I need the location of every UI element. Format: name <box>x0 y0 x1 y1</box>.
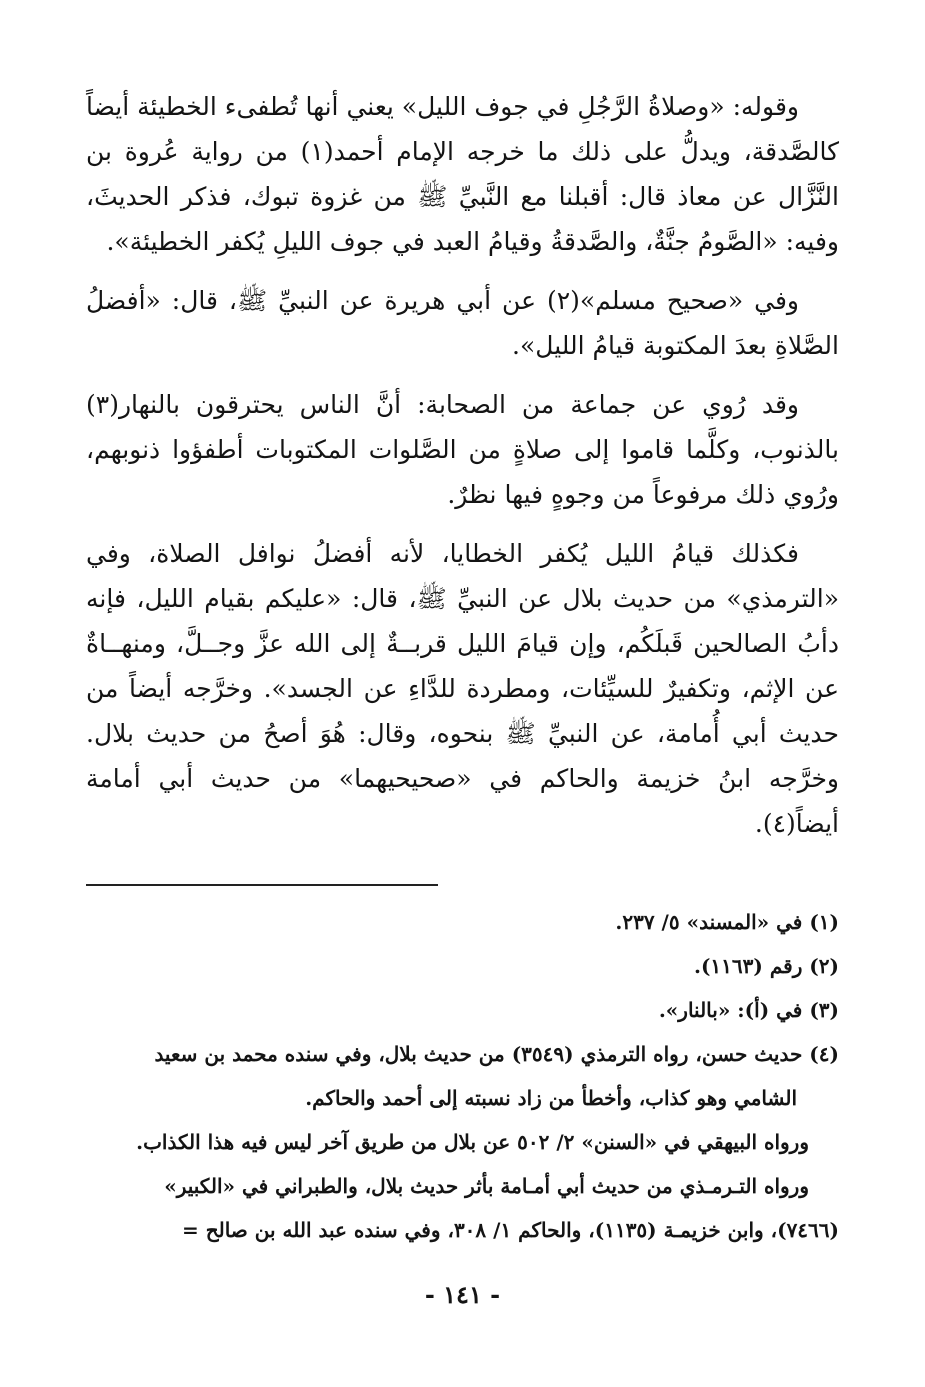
footnote-4-line-4: ورواه التـرمـذي من حديث أبي أمـامة بأثر حديث بلال، والطبراني في «الكبير» <box>164 1174 809 1198</box>
footnote-2: (٢) رقم (١١٦٣). <box>693 954 839 978</box>
footnote-divider-wrap <box>86 860 839 900</box>
main-text <box>86 84 839 846</box>
footnote-4-line-2: الشامي وهو كذاب، وأخطأ من زاد نسبته إلى أحمد والحاكم. <box>305 1086 797 1110</box>
footnote-4-line-1: (٤) حديث حسن، رواه الترمذي (٣٥٤٩) من حديث بلال، وفي سنده محمد بن سعيد <box>154 1042 839 1066</box>
page-number: - ١٤١ - <box>424 1280 501 1309</box>
paragraph-1: وقوله: «وصلاةُ الرَّجُلِ في جوف الليل» يعني أنها تُطفىء الخطيئة أيضاً كالصَّدقة، ويدلُّ على ذلك ما خرجه الإمام أحمد(١) من رواية عُروة بن النَّزَّال عن معاذ قال: أقبلنا مع النَّبيِّ ﷺ من غزوة تبوك، فذكر الحديثَ، وفيه: «الصَّومُ جنَّةٌ، والصَّدقةُ وقيامُ العبد في جوف الليلِ يُكفر الخطيئة». <box>86 92 839 256</box>
footnote-divider <box>86 884 438 886</box>
paragraph-2: وفي «صحيح مسلم»(٢) عن أبي هريرة عن النبيِّ ﷺ، قال: «أفضلُ الصَّلاةِ بعدَ المكتوبة قيامُ الليل». <box>86 286 839 360</box>
footnotes <box>86 900 839 1252</box>
footnote-4-line-3: ورواه البيهقي في «السنن» ٢/ ٥٠٢ عن بلال من طريق آخر ليس فيه هذا الكذاب. <box>136 1130 809 1154</box>
footnote-3: (٣) في (أ): «بالنار». <box>658 998 839 1022</box>
paragraph-4: فكذلك قيامُ الليل يُكفر الخطايا، لأنه أفضلُ نوافل الصلاة، وفي «الترمذي» من حديث بلال عن النبيِّ ﷺ، قال: «عليكم بقيام الليل، فإنه دأبُ الصالحين قَبلَكُم، وإن قيامَ الليل قربــةٌ إلى الله عزَّ وجــلَّ، ومنهــاةٌ عن الإثم، وتكفيرٌ للسيِّئات، ومطردة للدَّاءِ عن الجسد». وخرَّجه أيضاً من حديث أبي أُمامة، عن النبيِّ ﷺ بنحوه، وقال: هُوَ أصحُ من حديث بلال. وخرَّجه ابنُ خزيمة والحاكم في «صحيحيهما» من حديث أبي أمامة أيضاً(٤). <box>86 539 839 838</box>
paragraph-3: وقد رُوي عن جماعة من الصحابة: أنَّ الناس يحترقون بالنهار(٣) بالذنوب، وكلَّما قاموا إلى صلاةٍ من الصَّلوات المكتوبات أطفؤوا ذنوبهم، ورُوي ذلك مرفوعاً من وجوهٍ فيها نظرٌ. <box>86 390 839 509</box>
footnote-4-line-5: (٧٤٦٦)، وابن خزيمـة (١١٣٥)، والحاكم ١/ ٣٠٨، وفي سنده عبد الله بن صالح = <box>181 1218 839 1242</box>
footnote-1: (١) في «المسند» ٥/ ٢٣٧. <box>615 910 839 934</box>
